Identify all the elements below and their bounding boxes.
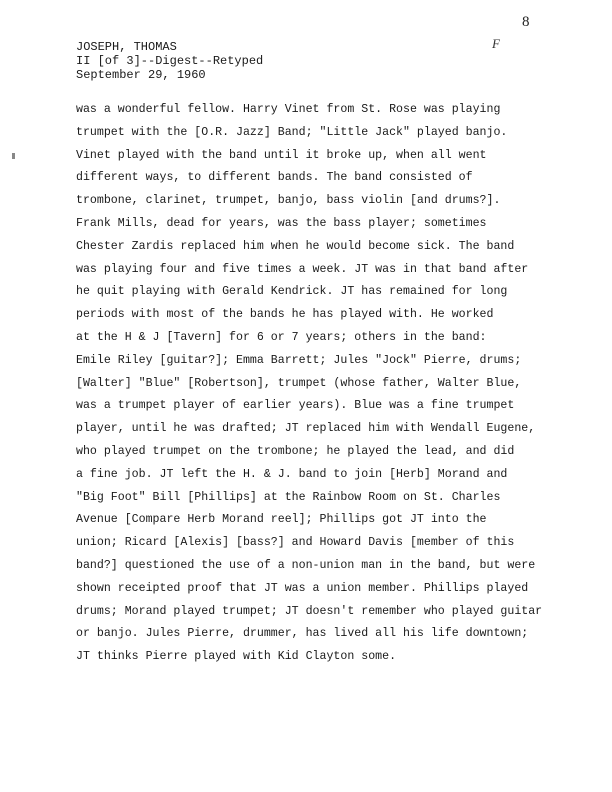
text-line: was a wonderful fellow. Harry Vinet from St. Rose was playing xyxy=(76,103,501,116)
text-line: Chester Zardis replaced him when he would become sick. The band xyxy=(76,239,515,253)
text-line: was a trumpet player of earlier years). Blue was a fine trumpet xyxy=(76,399,515,413)
text-line: periods with most of the bands he has played with. He worked xyxy=(76,308,494,322)
text-line: Frank Mills, dead for years, was the bass player; sometimes xyxy=(76,216,487,230)
text-line: different ways, to different bands. The band consisted of xyxy=(76,171,473,185)
document-header xyxy=(76,40,263,82)
text-line: trumpet with the [O.R. Jazz] Band; "Little Jack" played banjo. xyxy=(76,125,508,139)
margin-mark xyxy=(12,153,15,159)
text-line: [Walter] "Blue" [Robertson], trumpet (whose father, Walter Blue, xyxy=(76,376,522,390)
text-line: a fine job. JT left the H. & J. band to join [Herb] Morand and xyxy=(76,467,508,481)
text-line: he quit playing with Gerald Kendrick. JT has remained for long xyxy=(76,285,508,299)
text-line: union; Ricard [Alexis] [bass?] and Howard Davis [member of this xyxy=(76,536,515,550)
header-name: JOSEPH, THOMAS xyxy=(76,40,177,54)
text-line: was playing four and five times a week. JT was in that band after xyxy=(76,262,529,276)
text-line: Avenue [Compare Herb Morand reel]; Phillips got JT into the xyxy=(76,513,487,527)
header-date: September 29, 1960 xyxy=(76,68,206,82)
body-text xyxy=(76,99,576,669)
text-line: shown receipted proof that JT was a union member. Phillips played xyxy=(76,581,529,595)
text-line: at the H & J [Tavern] for 6 or 7 years; others in the band: xyxy=(76,330,487,344)
text-line: JT thinks Pierre played with Kid Clayton some. xyxy=(76,650,397,664)
text-line: drums; Morand played trumpet; JT doesn't remember who played guitar xyxy=(76,604,543,618)
text-line: Vinet played with the band until it broke up, when all went xyxy=(76,148,487,162)
text-line: or banjo. Jules Pierre, drummer, has lived all his life downtown; xyxy=(76,627,529,641)
text-line: trombone, clarinet, trumpet, banjo, bass violin [and drums?]. xyxy=(76,194,501,208)
text-line: player, until he was drafted; JT replaced him with Wendall Eugene, xyxy=(76,422,536,436)
text-line: Emile Riley [guitar?]; Emma Barrett; Jules "Jock" Pierre, drums; xyxy=(76,353,522,367)
text-line: who played trumpet on the trombone; he played the lead, and did xyxy=(76,444,515,458)
header-subtitle: II [of 3]--Digest--Retyped xyxy=(76,54,264,68)
handwritten-corner-mark: F xyxy=(492,36,500,51)
text-line: "Big Foot" Bill [Phillips] at the Rainbow Room on St. Charles xyxy=(76,490,501,504)
page-number: 8 xyxy=(522,14,530,30)
text-line: band?] questioned the use of a non-union man in the band, but were xyxy=(76,558,536,572)
